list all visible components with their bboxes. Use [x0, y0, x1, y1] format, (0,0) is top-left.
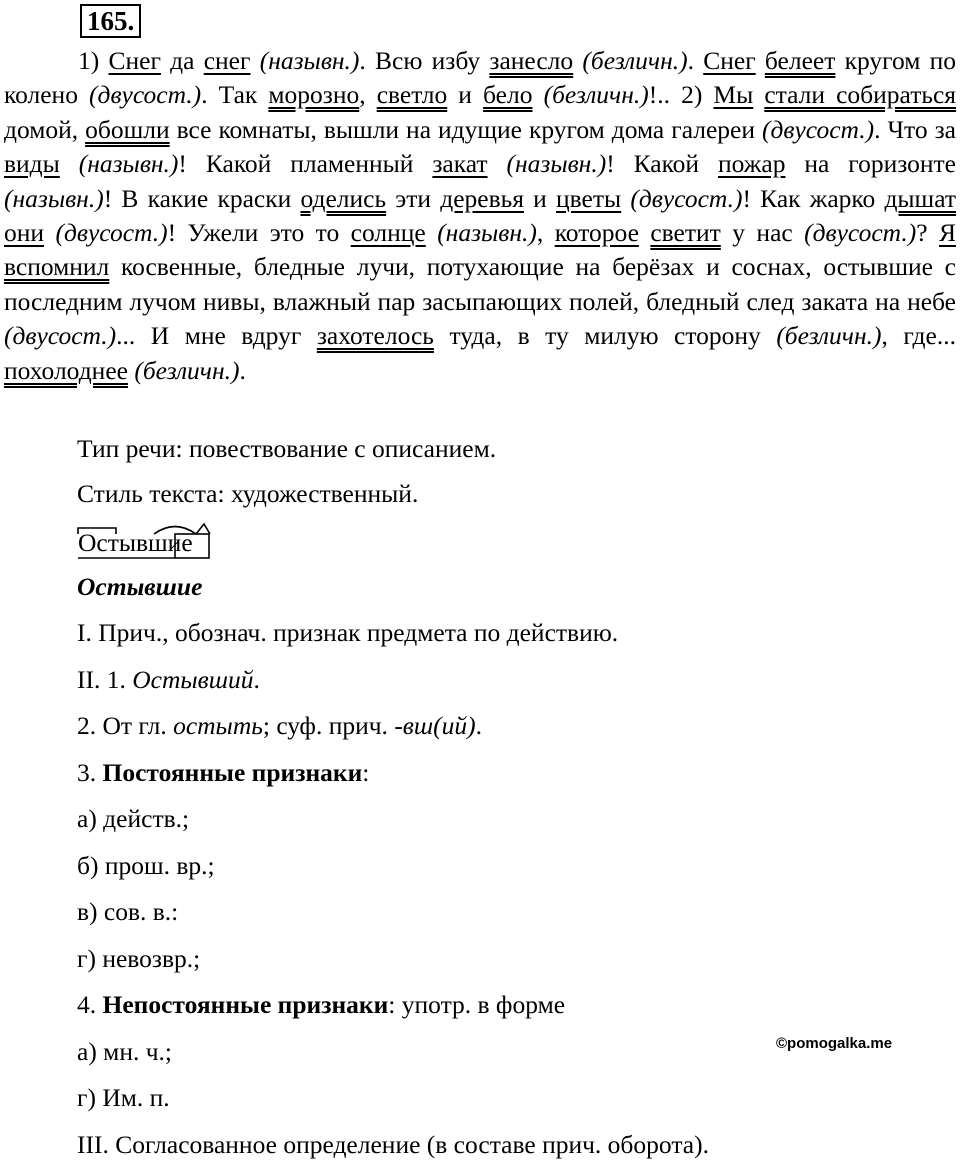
suffix-mark — [196, 524, 210, 534]
predicate-word: белеет — [764, 46, 836, 75]
subject-word: цветы — [556, 183, 622, 213]
morpheme-diagram — [76, 516, 212, 562]
text-segment: ? — [916, 218, 940, 248]
sentence-type-note: (назывн.) — [437, 218, 537, 248]
predicate-word: стали собираться — [764, 80, 957, 110]
subject-word: Снег — [703, 46, 756, 75]
text-segment: на горизонте — [785, 149, 957, 179]
subject-word: Я — [939, 218, 957, 248]
subject-word: Мы — [713, 80, 754, 110]
sentence-type-note: (назывн.) — [506, 149, 607, 179]
analysis-line: а) действ.; — [77, 804, 190, 833]
analysis-heading: Остывшие — [77, 572, 203, 601]
analysis-line — [77, 758, 369, 788]
suffix-text: -вш(ий) — [394, 711, 476, 740]
analysis-line: I. Прич., обознач. признак предмета по действию. — [77, 618, 619, 647]
subject-word: они — [4, 218, 45, 248]
text-segment: ! Какой — [606, 149, 718, 179]
predicate-word: похолоднее — [4, 355, 128, 385]
text-segment: ! Какой пламенный — [178, 149, 433, 179]
subject-word: снег — [203, 46, 251, 75]
sentence-type-note: (двусост.) — [4, 321, 117, 351]
subject-word: закат — [432, 149, 488, 179]
text-segment: и — [523, 183, 557, 213]
analysis-line: 2. От гл. остыть; суф. прич. -вш(ий). — [77, 711, 482, 740]
subject-word: Снег — [108, 46, 161, 75]
text-segment: туда, в ту милую сторону — [433, 321, 777, 351]
analysis-line: а) мн. ч.; — [77, 1037, 173, 1066]
sentence-type-note: (назывн.) — [4, 183, 104, 213]
text-segment: у нас — [720, 218, 805, 248]
analysis-line: II. 1. Остывший. — [77, 665, 260, 694]
predicate-word: захотелось — [316, 321, 434, 351]
sentence-type-note: (безличн.) — [776, 321, 882, 351]
text-segment — [756, 46, 765, 75]
predicate-word: бело — [483, 80, 533, 110]
text-segment: домой, — [4, 114, 86, 144]
text-segment: ... И мне вдруг — [116, 321, 317, 351]
text-segment: эти — [386, 183, 441, 213]
sentence-type-note: (безличн.) — [134, 355, 240, 385]
text-segment: . Что за — [874, 114, 956, 144]
initial-form: Остывший — [132, 665, 254, 694]
text-segment: . — [239, 355, 246, 385]
sentence-type-note: (безличн.) — [543, 80, 649, 110]
text-segment: : — [362, 758, 370, 787]
exercise-text — [4, 44, 956, 388]
text-segment: 4. — [77, 990, 103, 1019]
predicate-word: занесло — [489, 46, 574, 75]
text-segment: косвенные, бледные лучи, потухающие на берёзах и соснах, остывшие с последним лучом нивы, влажный пар засыпающих полей, бледный след заката на небе — [4, 252, 956, 316]
watermark: ©pomogalka.me — [776, 1035, 893, 1052]
text-segment: все комнаты, вышли на идущие кругом дома галереи — [169, 114, 762, 144]
predicate-word: морозно — [268, 80, 360, 110]
subject-word: деревья — [440, 183, 524, 213]
sentence-type-note: (двусост.) — [55, 218, 168, 248]
sentence-type-note: (двусост.) — [89, 80, 202, 110]
analysis-line: III. Согласованное определение (в составе прич. оборота). — [77, 1130, 709, 1159]
text-segment: кругом по колено — [4, 46, 957, 110]
sentence-type-note: (назывн.) — [78, 149, 179, 179]
text-segment: , где... — [881, 321, 956, 351]
text-segment: и — [447, 80, 484, 110]
analysis-line: г) Им. п. — [77, 1083, 170, 1112]
subject-word: которое — [554, 218, 639, 248]
text-style: Стиль текста: художественный. — [77, 479, 419, 508]
text-segment: II. 1. — [77, 665, 133, 694]
sentence-type-note: (безличн.) — [582, 46, 688, 75]
text-segment: ! Ужели это то — [167, 218, 351, 248]
morph-word: Остывшие — [78, 528, 193, 557]
analysis-line: г) невозвр.; — [77, 944, 201, 973]
predicate-word: оделись — [300, 183, 387, 213]
text-segment: . — [687, 46, 704, 75]
subject-word: виды — [4, 149, 60, 179]
text-segment: , — [359, 80, 377, 110]
text-segment: да — [160, 46, 204, 75]
exercise-number: 165. — [80, 4, 141, 38]
section-label: Постоянные признаки — [102, 758, 363, 787]
sentence-type-note: (двусост.) — [630, 183, 743, 213]
sentence-type-note: (двусост.) — [804, 218, 917, 248]
predicate-word: светло — [376, 80, 448, 110]
text-segment: ; суф. прич. — [262, 711, 395, 740]
text-segment: 1) — [78, 46, 100, 75]
analysis-line: б) прош. вр.; — [77, 851, 215, 880]
section-label: Непостоянные признаки — [102, 990, 389, 1019]
predicate-word: дышат — [884, 183, 956, 213]
predicate-word: обошли — [85, 114, 170, 144]
text-segment: 3. — [77, 758, 103, 787]
sentence-type-note: (двусост.) — [761, 114, 875, 144]
text-segment: ! Как жарко — [742, 183, 885, 213]
subject-word: пожар — [718, 149, 786, 179]
text-segment: . Так — [201, 80, 269, 110]
subject-word: солнце — [350, 218, 426, 248]
text-segment: 2. От гл. — [77, 711, 174, 740]
sentence-type-note: (назывн.) — [259, 46, 360, 75]
predicate-word: светит — [650, 218, 721, 248]
speech-type: Тип речи: повествование с описанием. — [77, 434, 497, 463]
text-segment: ! В какие краски — [103, 183, 301, 213]
predicate-word: вспомнил — [4, 252, 110, 282]
text-segment: , — [536, 218, 555, 248]
text-segment: !.. 2) — [648, 80, 714, 110]
text-segment: . Всю избу — [359, 46, 490, 75]
analysis-line — [77, 990, 565, 1020]
source-verb: остыть — [173, 711, 263, 740]
text-segment: : употр. в форме — [388, 990, 566, 1019]
analysis-line: в) сов. в.: — [77, 897, 179, 926]
